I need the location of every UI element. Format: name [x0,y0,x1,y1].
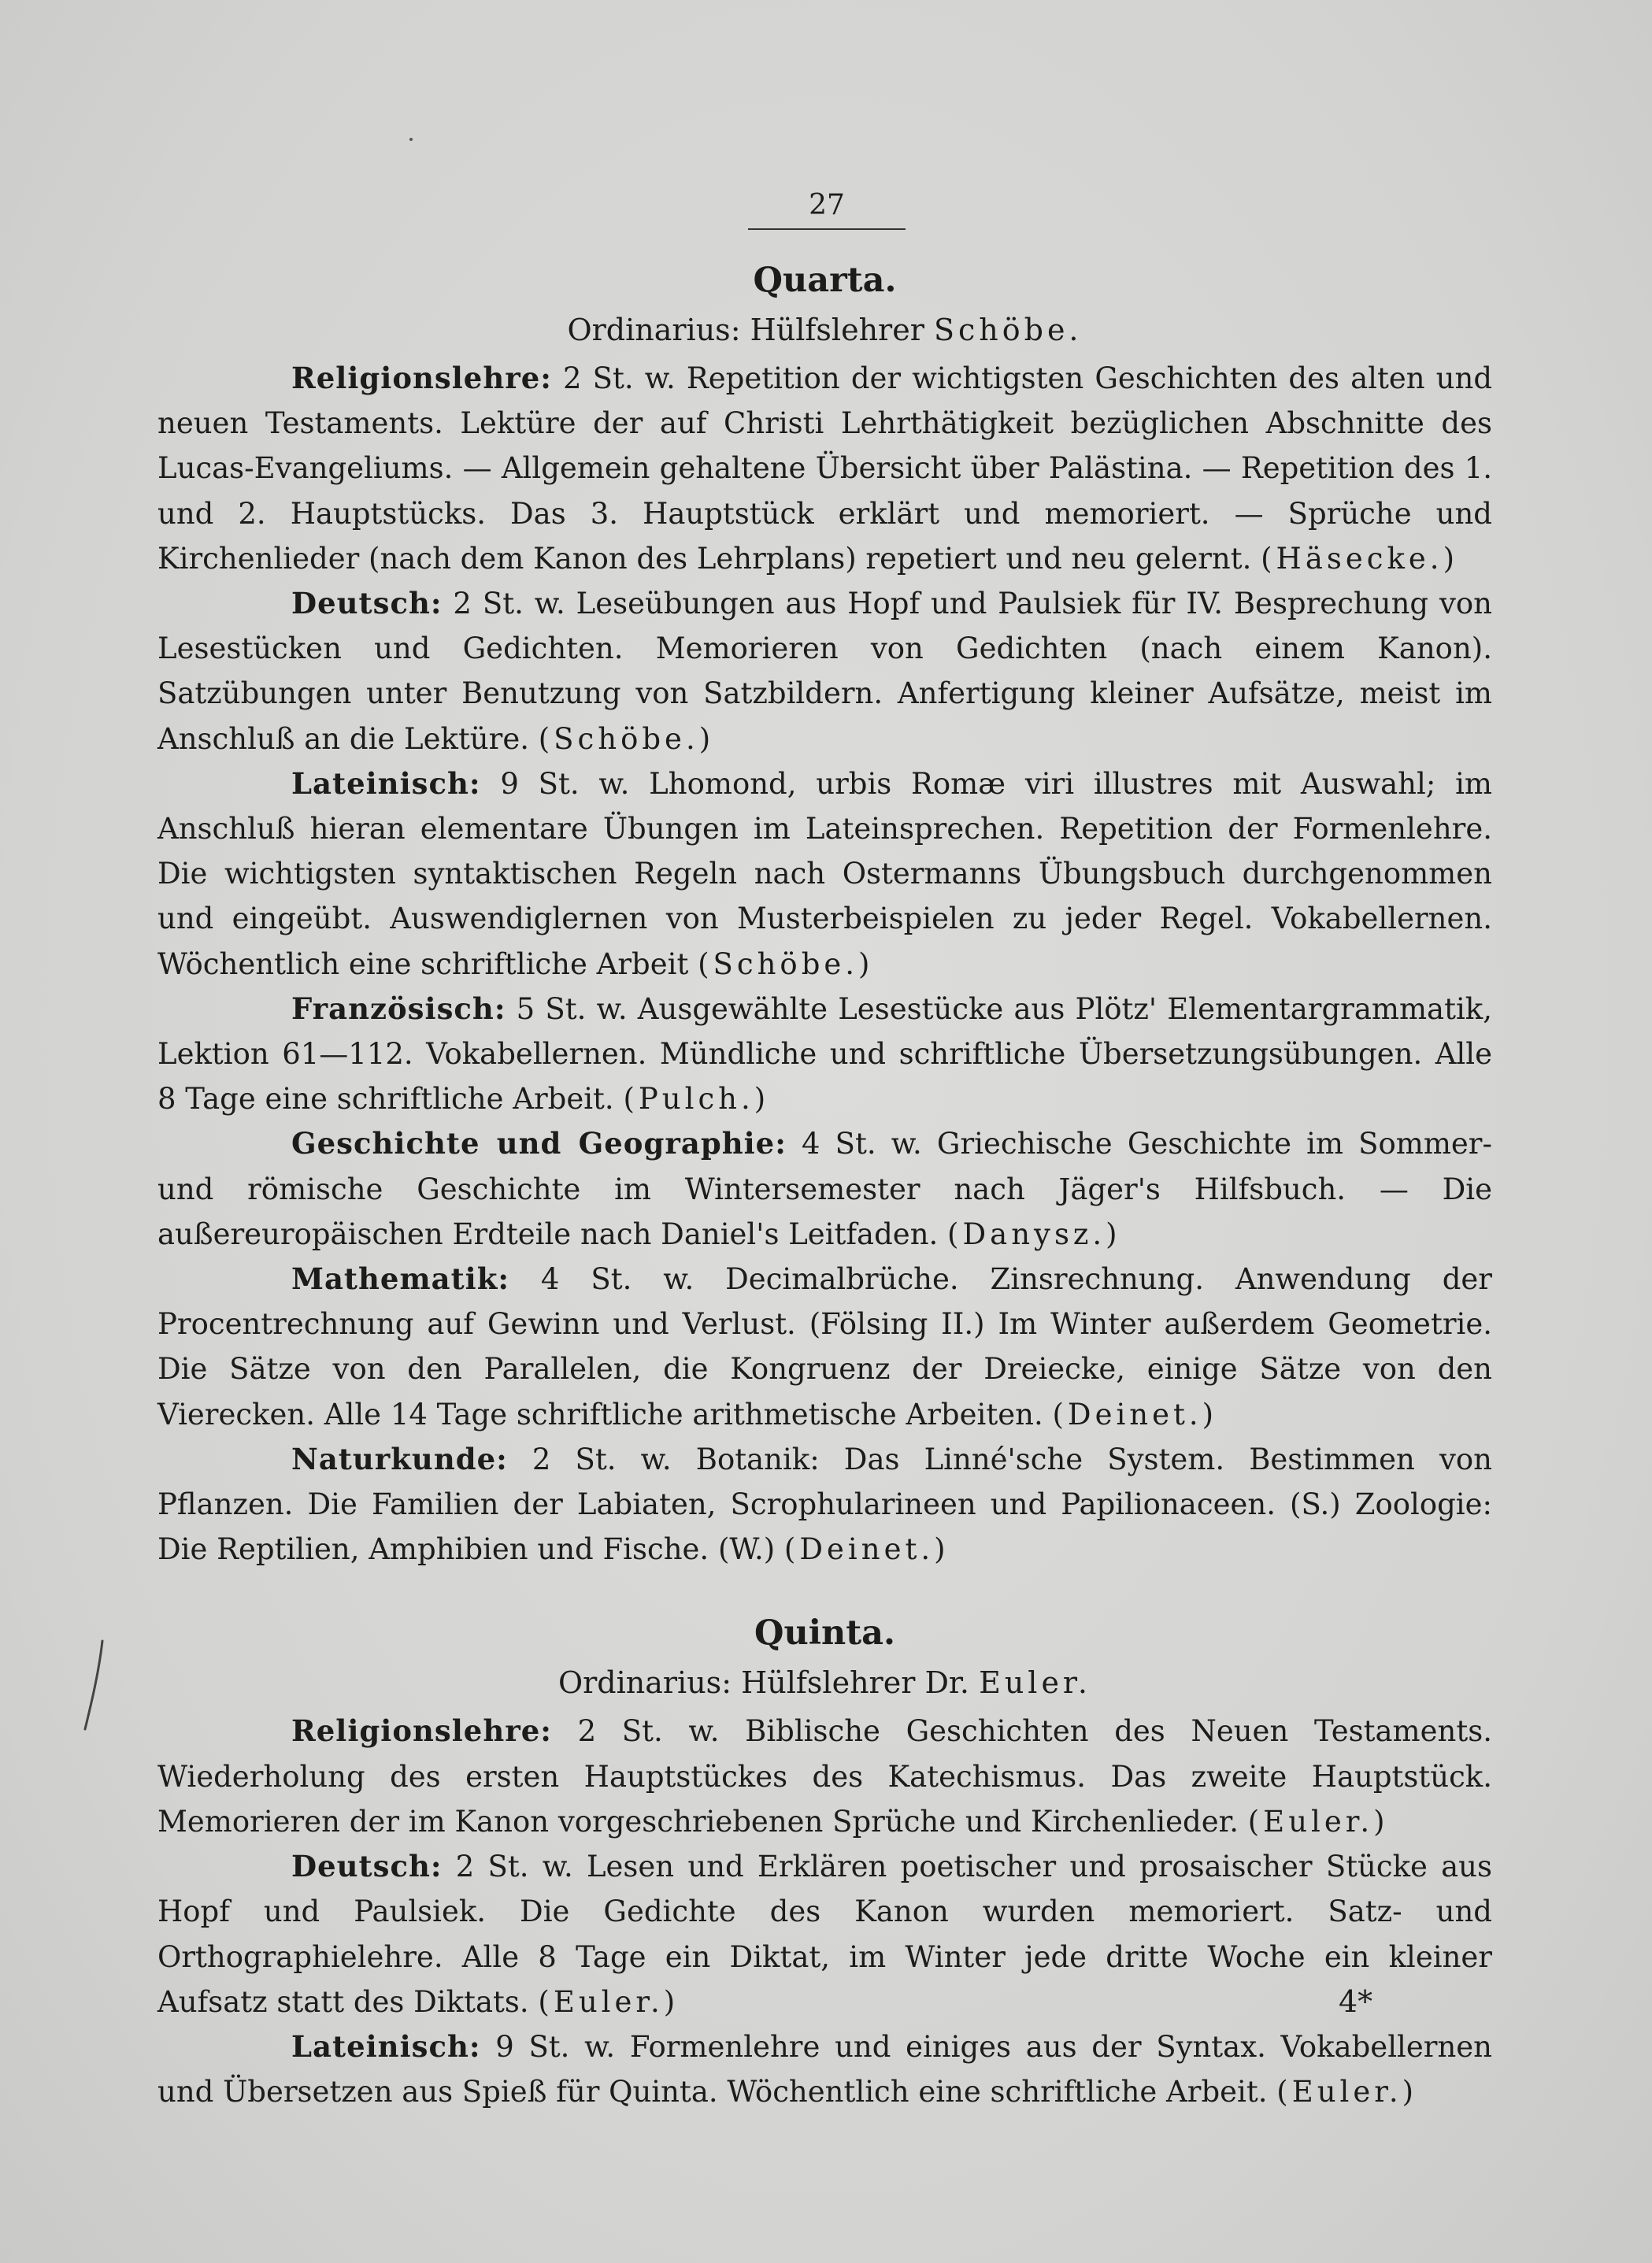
subject-paragraph [157,1121,1492,1257]
subject-name: Französisch: [291,991,506,1026]
subject-text: 9 St. w. Formenlehre und einiges aus der Syntax. Vokabellernen und Übersetzen aus Spieß für Quinta. Wöchentlich eine schriftliche Arbeit. [157,2029,1492,2109]
subject-name: Lateinisch: [291,2028,481,2064]
subject-text: 4 St. w. Decimalbrüche. Zinsrechnung. Anwendung der Procentrechnung auf Gewinn und Verlust. (Fölsing II.) Im Winter außerdem Geometrie. Die Sätze von den Parallelen, die Kongruenz der Dreiecke, einige Sätze von den Vierecken. Alle 14 Tage schriftliche arithmetische Arbeiten. [157,1262,1492,1432]
subject-name: Religionslehre: [291,1713,552,1749]
page-number-rule [748,228,906,230]
subject-text: 2 St. w. Leseübungen aus Hopf und Paulsiek für IV. Besprechung von Lesestücken und Gedichten. Memorieren von Gedichten (nach einem Kanon). Satzübungen unter Benutzung von Satzbildern. Anfertigung kleiner Aufsätze, meist im Anschluß an die Lektüre. [157,587,1492,756]
subject-paragraph [157,987,1492,1122]
subject-text: 2 St. w. Repetition der wichtigsten Geschichten des alten und neuen Testaments. Lektüre der auf Christi Lehrthätigkeit bezüglichen Abschnitte des Lucas-Evangeliums. — Allgemein gehaltene Übersicht über Palästina. — Repetition des 1. und 2. Hauptstücks. Das 3. Hauptstück erklärt und memoriert. — Sprüche und Kirchenlieder (nach dem Kanon des Lehrplans) repetiert und neu gelernt. [157,361,1492,576]
subject-text: 2 St. w. Botanik: Das Linné'sche System. Bestimmen von Pflanzen. Die Familien der Labiaten, Scrophularineen und Papilionaceen. (S.) Zoologie: Die Reptilien, Amphibien und Fische. (W.) [157,1442,1492,1567]
subject-name: Religionslehre: [291,361,552,395]
subject-paragraph [157,2024,1492,2114]
ordinarius-label: Ordinarius: [557,1665,732,1701]
signature-mark: 4* [1339,1984,1373,2019]
ordinarius-person: Schöbe. [933,313,1083,347]
subject-name: Mathematik: [291,1261,510,1297]
subject-teacher: (Schöbe.) [698,946,874,981]
section-gap [157,1572,1492,1603]
section-title-quarta: Quarta. [753,261,897,300]
ordinarius-quinta [157,1661,1492,1704]
ordinarius-title: Hülfslehrer Dr. [741,1665,969,1701]
subject-teacher: (Euler.) [1247,1804,1389,1839]
subject-name: Deutsch: [291,586,443,621]
subject-paragraph [157,761,1492,987]
subject-paragraph [157,1844,1492,2024]
subject-teacher: (Schöbe.) [538,721,715,756]
subject-text: 2 St. w. Lesen und Erklären poetischer und prosaischer Stücke aus Hopf und Paulsiek. Die Gedichte des Kanon wurden memoriert. Satz- und Orthographielehre. Alle 8 Tage ein Diktat, im Winter jede dritte Woche ein kleiner Aufsatz statt des Diktats. [157,1850,1492,2019]
ordinarius-title: Hülfslehrer [750,313,924,347]
pencil-mark-icon [79,1638,110,1732]
ordinarius-quarta [157,309,1492,351]
subject-paragraph [157,1437,1492,1572]
page-number: 27 [809,189,845,221]
subject-text: 4 St. w. Griechische Geschichte im Sommer- und römische Geschichte im Wintersemester nach Jäger's Hilfsbuch. — Die außereuropäischen Erdteile nach Daniel's Leitfaden. [157,1127,1492,1251]
subject-teacher: (Euler.) [538,1984,680,2019]
subject-teacher: (Deinet.) [783,1532,950,1567]
subject-teacher: (Deinet.) [1052,1397,1218,1432]
subject-paragraph [157,1257,1492,1437]
page-content [157,250,1492,2114]
subject-name: Naturkunde: [291,1441,508,1476]
ordinarius-person: Euler. [979,1665,1092,1701]
subject-teacher: (Euler.) [1276,2075,1418,2109]
subject-name: Deutsch: [291,1849,443,1884]
ordinarius-label: Ordinarius: [567,313,741,347]
subject-name: Lateinisch: [291,765,481,801]
subject-paragraph [157,1709,1492,1844]
subject-text: 2 St. w. Biblische Geschichten des Neuen Testaments. Wiederholung des ersten Hauptstückes des Katechismus. Das zweite Hauptstück. Memorieren der im Kanon vorgeschriebenen Sprüche und Kirchenlieder. [157,1714,1492,1839]
subject-text: 5 St. w. Ausgewählte Lesestücke aus Plötz' Elementargrammatik, Lektion 61—112. Vokabellernen. Mündliche und schriftliche Übersetzungsübungen. Alle 8 Tage eine schriftliche Arbeit. [157,991,1492,1117]
subject-paragraph [157,581,1492,761]
subject-paragraph [157,356,1492,581]
paper-speck [409,138,413,141]
section-title-quinta: Quinta. [754,1613,895,1654]
subject-teacher: (Häsecke.) [1261,541,1459,576]
subject-teacher: (Danysz.) [947,1217,1121,1251]
subject-teacher: (Pulch.) [623,1082,770,1117]
subject-name: Geschichte und Geographie: [291,1126,787,1161]
subject-text: 9 St. w. Lhomond, urbis Romæ viri illustres mit Auswahl; im Anschluß hieran elementare Übungen im Lateinsprechen. Repetition der Formenlehre. Die wichtigsten syntaktischen Regeln nach Ostermanns Übungsbuch durchgenommen und eingeübt. Auswendiglernen von Musterbeispielen zu jeder Regel. Vokabellernen. Wöchentlich eine schriftliche Arbeit [157,766,1492,981]
